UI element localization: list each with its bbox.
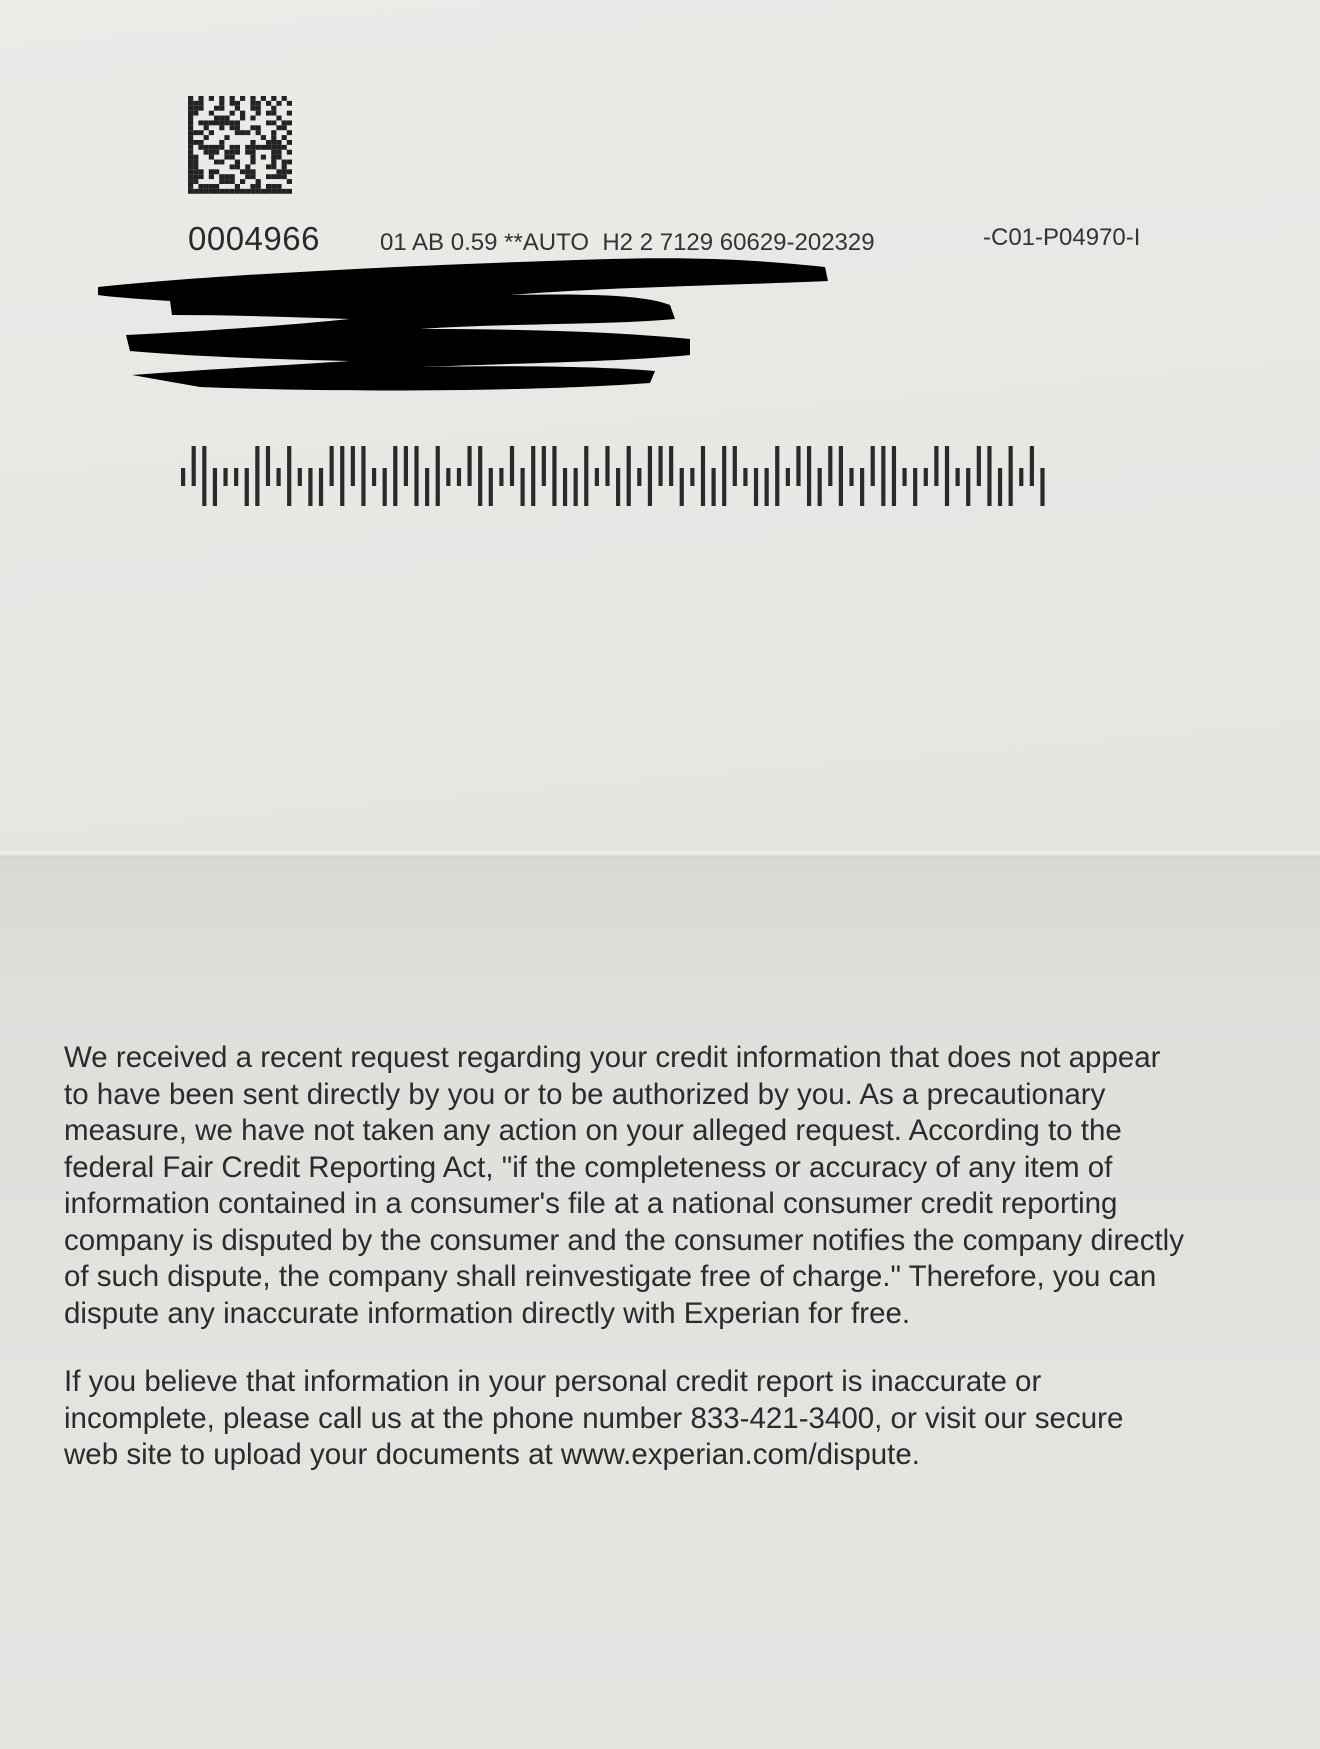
postal-barcode-icon	[180, 446, 1050, 506]
datamatrix-code-icon	[188, 96, 294, 194]
redaction-stroke	[98, 258, 828, 390]
mailing-code: 01 AB 0.59 **AUTO H2 2 7129 60629-202329	[380, 229, 875, 256]
body-paragraph-2: If you believe that information in your personal credit report is inaccurate or incomplete, please call us at the phone number 833-421-3400, or visit our secure web site to upload your documents at www.experian.com/dispute.	[64, 1365, 1124, 1471]
letter-body	[64, 1040, 1184, 1506]
body-paragraph-1: We received a recent request regarding your credit information that does not appear to have been sent directly by you or to be authorized by you. As a precautionary measure, we have not taken any action on your alleged request. According to the federal Fair Credit Reporting Act, "if the completeness or accuracy of any item of information contained in a consumer's file at a national consumer credit reporting company is disputed by the consumer and the consumer notifies the company directly of such dispute, the company shall reinvestigate free of charge." Therefore, you can dispute any inaccurate information directly with Experian for free.	[64, 1041, 1184, 1330]
sequence-number: 0004966	[188, 220, 320, 257]
mailing-code-suffix: -C01-P04970-I	[983, 224, 1141, 251]
address-redaction	[90, 245, 850, 395]
paper-fold-line	[0, 850, 1320, 858]
